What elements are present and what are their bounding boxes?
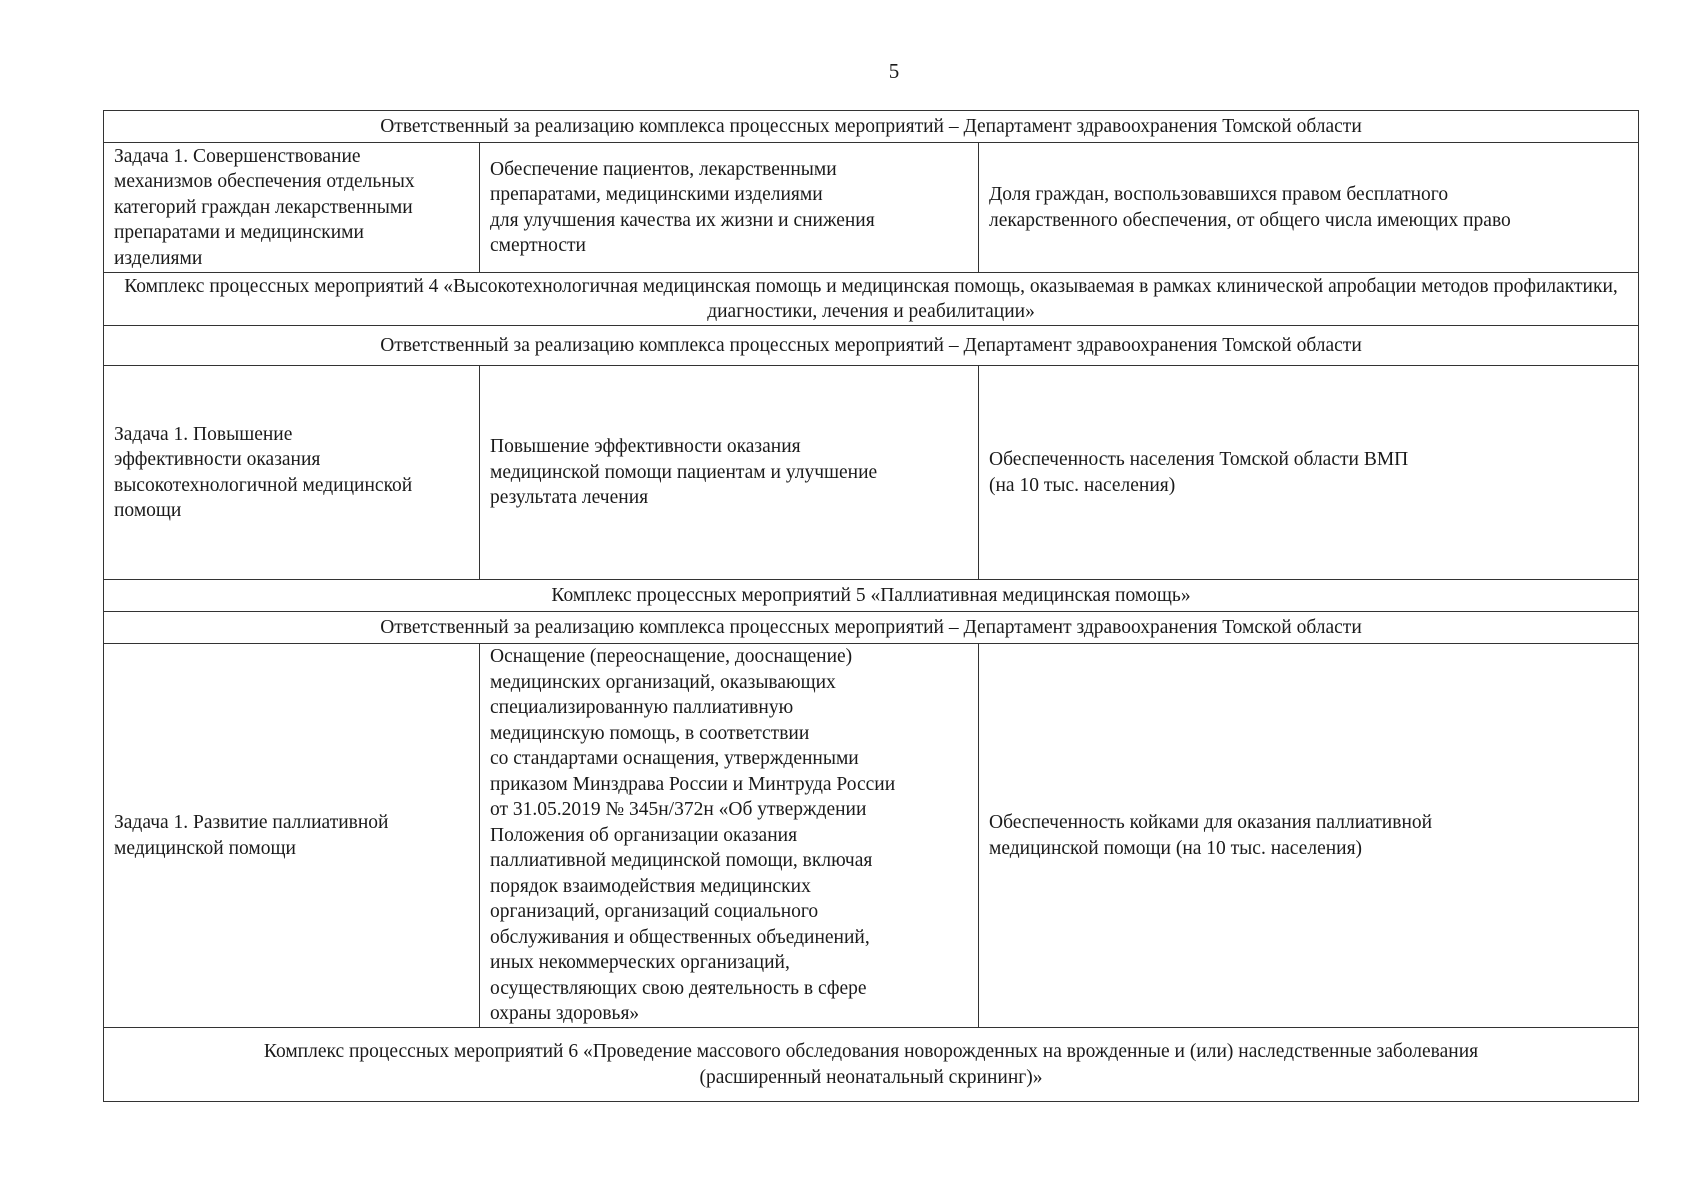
complex-heading-cell: Комплекс процессных мероприятий 6 «Проведение массового обследования новорожденных на врожденные и (или) наследственные заболевания (расширенный неонатальный скрининг)»: [104, 1028, 1639, 1102]
effect-cell: Обеспечение пациентов, лекарственными препаратами, медицинскими изделиями для улучшения качества их жизни и снижения смертности: [480, 143, 979, 273]
table-row: [104, 366, 1639, 580]
table-row: [104, 1028, 1639, 1102]
responsible-cell: Ответственный за реализацию комплекса процессных мероприятий – Департамент здравоохранения Томской области: [104, 612, 1639, 644]
indicator-cell: Доля граждан, воспользовавшихся правом бесплатного лекарственного обеспечения, от общего числа имеющих право: [979, 143, 1639, 273]
measures-table: [103, 110, 1639, 1102]
task-cell: Задача 1. Повышение эффективности оказания высокотехнологичной медицинской помощи: [104, 366, 480, 580]
table-row: [104, 111, 1639, 143]
task-cell: Задача 1. Совершенствование механизмов обеспечения отдельных категорий граждан лекарственными препаратами и медицинскими изделиями: [104, 143, 480, 273]
page-number: 5: [888, 59, 900, 83]
complex-heading-cell: Комплекс процессных мероприятий 4 «Высокотехнологичная медицинская помощь и медицинская помощь, оказываемая в рамках клинической апробации методов профилактики, диагностики, лечения и реабилитации»: [104, 273, 1639, 326]
responsible-cell: Ответственный за реализацию комплекса процессных мероприятий – Департамент здравоохранения Томской области: [104, 111, 1639, 143]
table-row: [104, 326, 1639, 366]
table-row: [104, 644, 1639, 1028]
table-row: [104, 143, 1639, 273]
effect-cell: Повышение эффективности оказания медицинской помощи пациентам и улучшение результата лечения: [480, 366, 979, 580]
indicator-cell: Обеспеченность населения Томской области ВМП (на 10 тыс. населения): [979, 366, 1639, 580]
indicator-cell: Обеспеченность койками для оказания паллиативной медицинской помощи (на 10 тыс. населения): [979, 644, 1639, 1028]
table-row: [104, 580, 1639, 612]
task-cell: Задача 1. Развитие паллиативной медицинской помощи: [104, 644, 480, 1028]
complex-heading-cell: Комплекс процессных мероприятий 5 «Паллиативная медицинская помощь»: [104, 580, 1639, 612]
table-row: [104, 273, 1639, 326]
responsible-cell: Ответственный за реализацию комплекса процессных мероприятий – Департамент здравоохранения Томской области: [104, 326, 1639, 366]
table-row: [104, 612, 1639, 644]
effect-cell: Оснащение (переоснащение, дооснащение) медицинских организаций, оказывающих специализированную паллиативную медицинскую помощь, в соответствии со стандартами оснащения, утвержденными приказом Минздрава России и Минтруда России от 31.05.2019 № 345н/372н «Об утверждении Положения об организации оказания паллиативной медицинской помощи, включая порядок взаимодействия медицинских организаций, организаций социального обслуживания и общественных объединений, иных некоммерческих организаций, осуществляющих свою деятельность в сфере охраны здоровья»: [480, 644, 979, 1028]
